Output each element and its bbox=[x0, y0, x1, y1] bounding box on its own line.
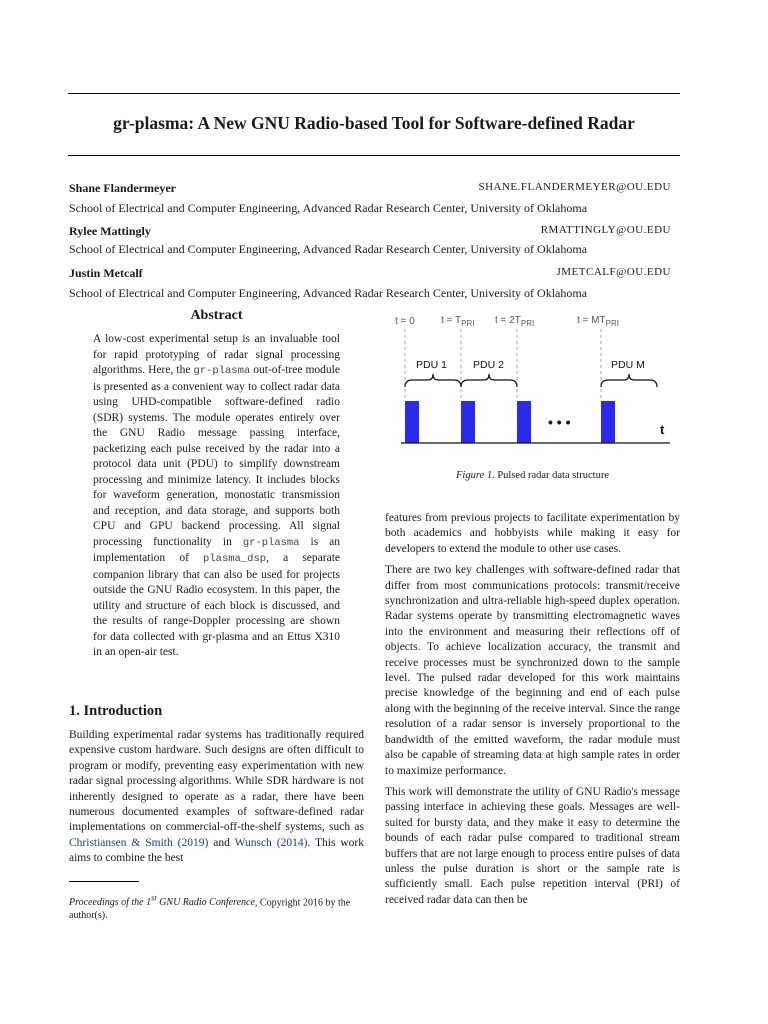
citation-wunsch[interactable]: Wunsch (2014) bbox=[234, 836, 308, 849]
pulse-3 bbox=[517, 401, 531, 443]
time-label-m: $t = MT_{PRI}$ bbox=[577, 315, 619, 328]
top-rule bbox=[68, 93, 680, 94]
pdu-label-1: PDU 1 bbox=[416, 359, 447, 371]
author-email[interactable]: SHANE.FLANDERMEYER@OU.EDU bbox=[478, 181, 671, 193]
author-3 bbox=[69, 266, 671, 281]
author-1 bbox=[69, 181, 671, 196]
author-name: Rylee Mattingly bbox=[69, 224, 151, 238]
ellipsis: • • • bbox=[548, 414, 571, 430]
pdu-label-m: PDU M bbox=[611, 359, 645, 371]
pulse-1 bbox=[405, 401, 419, 443]
intro-left-column bbox=[69, 728, 364, 867]
title-bottom-rule bbox=[68, 155, 680, 156]
time-label-0: t = 0 bbox=[395, 316, 415, 327]
intro-paragraph-4: This work will demonstrate the utility of GNU Radio's message passing interface in achieving these goals. Messages are well-suited for bursty data, and they make it easy to determine the bounds of each radar pulse compared to traditional stream buffers that are not large enough to process entire pulses of data unless the pulse duration is short or the sample rate is sufficiently small. Each pulse repetition interval (PRI) of received radar data can then be bbox=[385, 785, 680, 906]
code-gr-plasma: gr-plasma bbox=[242, 536, 300, 549]
author-affiliation: School of Electrical and Computer Engineering, Advanced Radar Research Center, University of Oklahoma bbox=[69, 286, 588, 300]
intro-paragraph-3: There are two key challenges with software-defined radar that differ from most communications protocols: transmit/receive synchronization and ultra-reliable high-speed duplex operation. Radar systems operate by transmitting electromagnetic waves into the environment and measuring their reflections off of objects. To achieve localization accuracy, the transmit and receive processes must be synchronized down to the sample level. The pulsed radar developed for this work maintains precise knowledge of the beginning and end of each pulse along with the beginning of the receive interval. Since the range resolution of a radar sensor is inversely proportional to the bandwidth of the emitted waveform, the radar module must also be capable of streaming data at high sample rates in order to maximize performance. bbox=[385, 564, 680, 777]
pdu-brace-1 bbox=[405, 374, 461, 387]
time-label-1: $t = T_{PRI}$ bbox=[441, 315, 475, 328]
time-label-2: $t = 2T_{PRI}$ bbox=[495, 315, 535, 328]
intro-right-column bbox=[385, 511, 680, 908]
abstract-text: A low-cost experimental setup is an invaluable tool for rapid prototyping of radar signal processing algorithms. Here, the gr-plasma out-of-tree module is presented as a convenient way to collect radar data using UHD-compatible software-defined radio (SDR) systems. The module operates entirely over the GNU Radio message passing interface, packetizing each pulse received by the radar into a protocol data unit (PDU) to simplify downstream processing and minimize latency. It includes blocks for waveform generation, monostatic transmission and reception, and data storage, and supports both CPU and GPU backend processing. All signal processing functionality in gr-plasma is an implementation of plasma_dsp, a separate companion library that can also be used for projects outside the GNU Radio ecosystem. In this paper, the utility and structure of each block is discussed, and the results of range-Doppler processing are shown for data collected with gr-plasma and an Ettus X310 in an open-air test. bbox=[93, 333, 340, 658]
pulsed-radar-figure bbox=[385, 305, 680, 455]
pdu-brace-2 bbox=[461, 374, 517, 387]
author-affiliation: School of Electrical and Computer Engineering, Advanced Radar Research Center, University of Oklahoma bbox=[69, 242, 588, 256]
paper-title: gr-plasma: A New GNU Radio-based Tool for Software-defined Radar bbox=[113, 113, 635, 133]
code-gr-plasma: gr-plasma bbox=[193, 365, 251, 377]
citation-christiansen-smith[interactable]: Christiansen & Smith (2019) bbox=[69, 836, 209, 849]
section-heading-introduction: 1. Introduction bbox=[69, 703, 163, 719]
author-2 bbox=[69, 224, 671, 239]
pdu-label-2: PDU 2 bbox=[473, 359, 504, 371]
pdu-brace-m bbox=[601, 374, 657, 387]
time-axis-label: t bbox=[660, 422, 665, 437]
author-email[interactable]: RMATTINGLY@OU.EDU bbox=[540, 224, 671, 236]
author-name: Shane Flandermeyer bbox=[69, 181, 176, 195]
author-affiliation: School of Electrical and Computer Engineering, Advanced Radar Research Center, University of Oklahoma bbox=[69, 201, 588, 215]
footnote: Proceedings of the 1st GNU Radio Conference, Copyright 2016 by the author(s). bbox=[69, 894, 351, 921]
figure-caption: Figure 1. Pulsed radar data structure bbox=[456, 470, 609, 481]
intro-paragraph-1: Building experimental radar systems has traditionally required expensive custom hardware. Such designs are often difficult to program or modify, preventing easy experimentation with new radar signal processing algorithms. While SDR hardware is not inherently designed to operate as a radar, there have been numerous documented examples of software-defined radar implementations on commercial-off-the-shelf systems, such as Christiansen & Smith (2019) and Wunsch (2014). This work aims to combine the best bbox=[69, 729, 364, 865]
pulse-m bbox=[601, 401, 615, 443]
abstract-heading: Abstract bbox=[190, 308, 243, 323]
intro-paragraph-2: features from previous projects to facilitate experimentation by both academics and hobbyists while making it easy for developers to extend the module to other use cases. bbox=[385, 512, 680, 555]
author-name: Justin Metcalf bbox=[69, 266, 143, 280]
footnote-rule bbox=[69, 881, 139, 882]
pulse-2 bbox=[461, 401, 475, 443]
author-email[interactable]: JMETCALF@OU.EDU bbox=[556, 266, 671, 278]
code-plasma-dsp: plasma_dsp bbox=[203, 553, 267, 565]
